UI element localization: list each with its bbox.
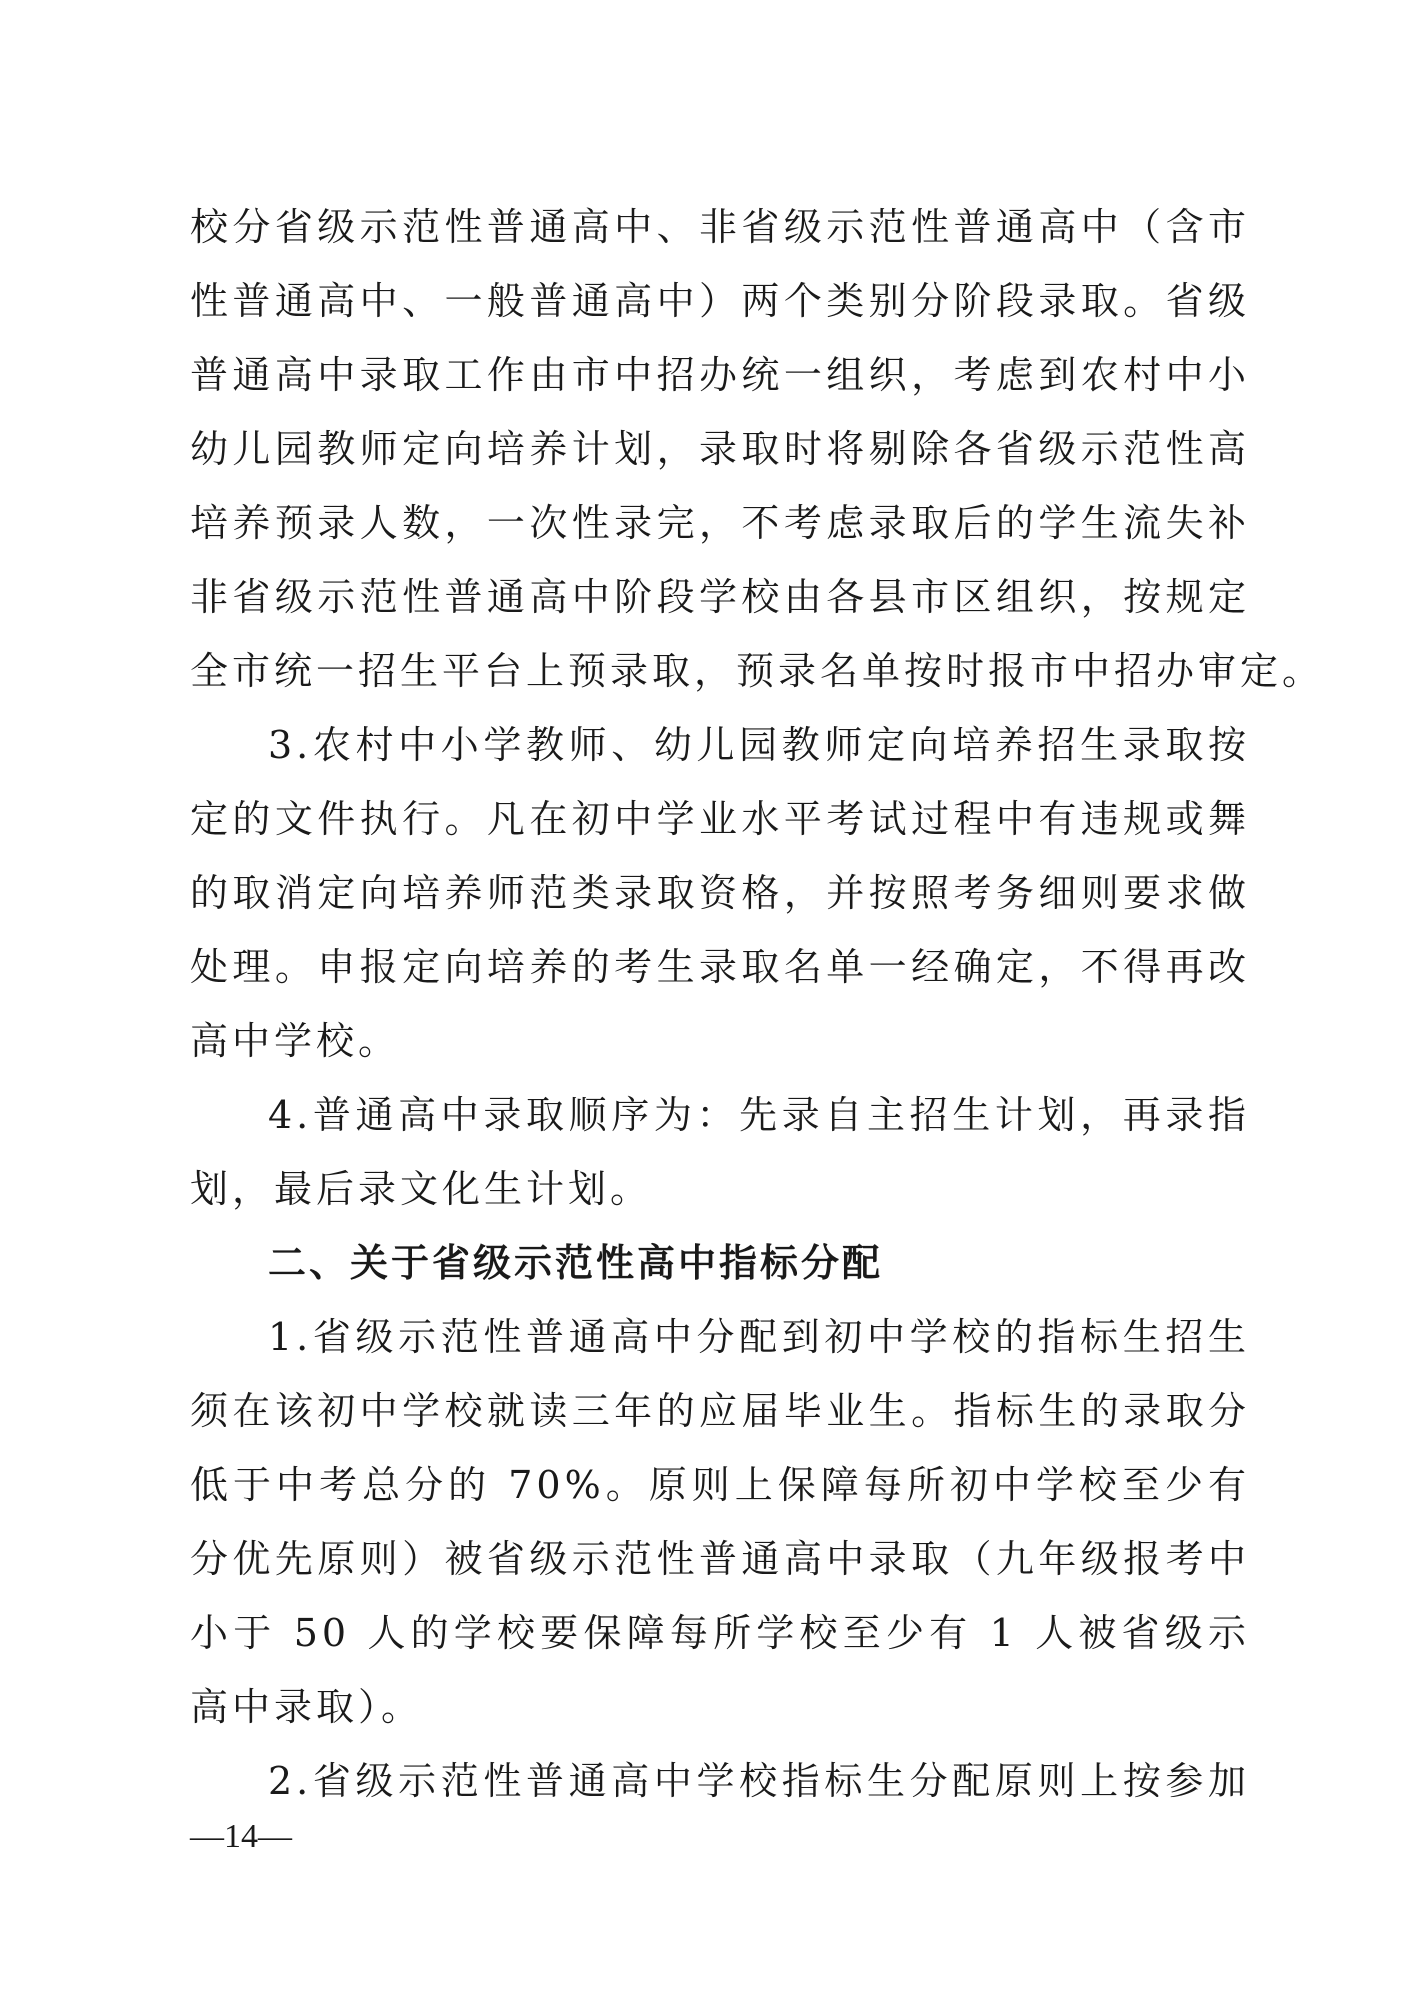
text-line: 培养预录人数，一次性录完，不考虑录取后的学生流失补	[190, 501, 1250, 545]
text-line: 低于中考总分的 70%。原则上保障每所初中学校至少有	[190, 1463, 1250, 1507]
text-line: 须在该初中学校就读三年的应届毕业生。指标生的录取分	[190, 1389, 1250, 1433]
body-text	[190, 190, 1325, 1818]
text-line: 定的文件执行。凡在初中学业水平考试过程中有违规或舞	[190, 797, 1250, 841]
page-number: —14—	[190, 1818, 292, 1855]
text-line: 高中录取）。	[190, 1685, 424, 1729]
section-heading: 二、关于省级示范性高中指标分配	[268, 1241, 884, 1285]
paragraph-start-2: 2.省级示范性普通高中学校指标生分配原则上按参加	[268, 1759, 1250, 1803]
text-line: 普通高中录取工作由市中招办统一组织，考虑到农村中小	[190, 353, 1250, 397]
text-line: 小于 50 人的学校要保障每所学校至少有 1 人被省级示	[190, 1611, 1250, 1655]
text-line: 性普通高中、一般普通高中）两个类别分阶段录取。省级	[190, 279, 1250, 323]
text-line: 校分省级示范性普通高中、非省级示范性普通高中（含市	[190, 205, 1250, 249]
text-line: 处理。申报定向培养的考生录取名单一经确定，不得再改	[190, 945, 1250, 989]
text-line: 划，最后录文化生计划。	[190, 1167, 653, 1211]
text-line: 分优先原则）被省级示范性普通高中录取（九年级报考中	[190, 1537, 1250, 1581]
text-line: 全市统一招生平台上预录取，预录名单按时报市中招办审定。	[190, 649, 1325, 693]
paragraph-start-1: 1.省级示范性普通高中分配到初中学校的指标生招生	[268, 1315, 1250, 1359]
text-line: 幼儿园教师定向培养计划，录取时将剔除各省级示范性高	[190, 427, 1250, 471]
text-line: 的取消定向培养师范类录取资格，并按照考务细则要求做	[190, 871, 1250, 915]
text-line: 非省级示范性普通高中阶段学校由各县市区组织，按规定	[190, 575, 1250, 619]
text-line: 高中学校。	[190, 1019, 401, 1063]
paragraph-start-4: 4.普通高中录取顺序为：先录自主招生计划，再录指	[268, 1093, 1250, 1137]
paragraph-start-3: 3.农村中小学教师、幼儿园教师定向培养招生录取按	[268, 723, 1250, 767]
